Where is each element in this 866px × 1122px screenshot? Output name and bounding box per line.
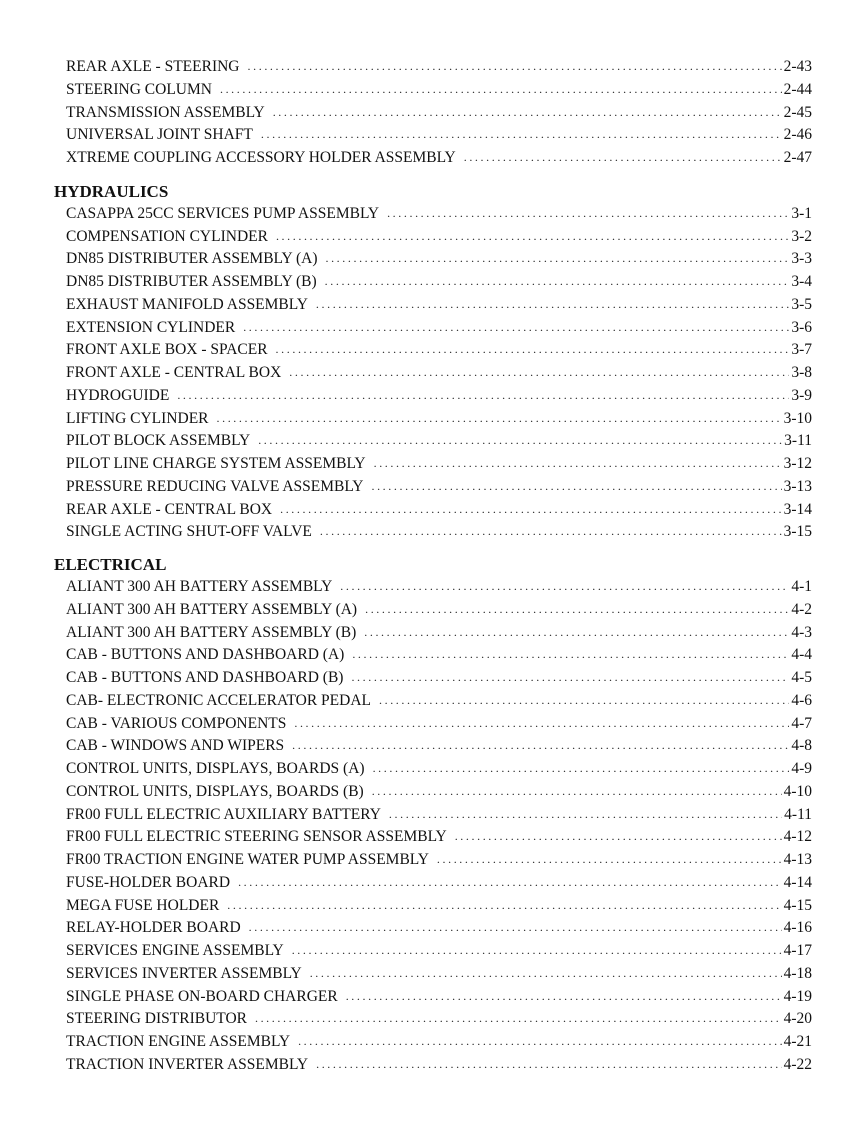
dot-leader xyxy=(464,146,782,169)
dot-leader xyxy=(352,643,789,666)
toc-entry[interactable] xyxy=(66,599,812,622)
toc-entry-title: REAR AXLE - CENTRAL BOX xyxy=(66,500,273,518)
toc-entry-title: CONTROL UNITS, DISPLAYS, BOARDS (B) xyxy=(66,782,364,800)
toc-entry-title: FR00 TRACTION ENGINE WATER PUMP ASSEMBLY xyxy=(66,851,429,868)
dot-leader xyxy=(177,384,789,407)
toc-entry-page: 4-15 xyxy=(783,896,812,914)
dot-leader xyxy=(346,985,782,1008)
dot-leader xyxy=(292,939,782,962)
toc-entry-page: 4-11 xyxy=(784,805,812,823)
toc-entry-page: 4-8 xyxy=(791,737,812,755)
dot-leader xyxy=(320,520,782,543)
toc-entry-title: TRACTION ENGINE ASSEMBLY xyxy=(66,1033,291,1050)
toc-section-continued xyxy=(0,56,866,170)
toc-entry-page: 3-9 xyxy=(791,386,812,404)
toc-entry-title: HYDROGUIDE xyxy=(66,386,170,404)
toc-entry-page: 3-6 xyxy=(791,318,812,336)
toc-entry[interactable] xyxy=(66,872,812,895)
toc-entry-title: EXHAUST MANIFOLD ASSEMBLY xyxy=(66,295,308,313)
table-of-contents xyxy=(0,56,866,1077)
toc-entry-title: RELAY-HOLDER BOARD xyxy=(66,919,241,937)
toc-entry-title: MEGA FUSE HOLDER xyxy=(66,896,220,914)
toc-entry[interactable] xyxy=(66,521,812,544)
dot-leader xyxy=(276,225,789,248)
toc-entry[interactable] xyxy=(66,644,812,667)
toc-entry[interactable] xyxy=(66,826,812,849)
toc-entry-page: 3-15 xyxy=(783,523,812,541)
toc-entry-title: FUSE-HOLDER BOARD xyxy=(66,873,231,891)
dot-leader xyxy=(364,621,789,644)
toc-entry[interactable] xyxy=(66,453,812,476)
toc-entry[interactable] xyxy=(66,713,812,736)
toc-entry-page: 4-12 xyxy=(783,828,812,846)
toc-entry[interactable] xyxy=(66,124,812,147)
toc-entry-title: ALIANT 300 AH BATTERY ASSEMBLY (B) xyxy=(66,623,357,641)
toc-entry-title: REAR AXLE - STEERING xyxy=(66,58,240,75)
toc-entry[interactable] xyxy=(66,317,812,340)
dot-leader xyxy=(292,734,789,757)
toc-entry-page: 3-11 xyxy=(784,432,812,450)
toc-entry-title: FR00 FULL ELECTRIC AUXILIARY BATTERY xyxy=(66,805,381,823)
dot-leader xyxy=(276,338,790,361)
toc-entry-page: 3-10 xyxy=(783,409,812,427)
toc-entry[interactable] xyxy=(66,622,812,645)
toc-entry-title: FR00 FULL ELECTRIC STEERING SENSOR ASSEMBLY xyxy=(66,828,447,846)
dot-leader xyxy=(248,55,782,78)
toc-entry-title: CAB - BUTTONS AND DASHBOARD (A) xyxy=(66,646,345,664)
toc-entry-page: 4-10 xyxy=(783,782,812,800)
toc-entry-page: 4-21 xyxy=(783,1033,812,1050)
dot-leader xyxy=(316,293,789,316)
toc-entry-page: 4-1 xyxy=(791,578,812,595)
toc-entry-page: 4-2 xyxy=(791,600,812,618)
toc-entry-page: 2-47 xyxy=(783,149,812,166)
toc-entry-page: 4-22 xyxy=(783,1055,812,1073)
toc-entry[interactable] xyxy=(66,781,812,804)
toc-entry-title: UNIVERSAL JOINT SHAFT xyxy=(66,126,253,144)
toc-entry[interactable] xyxy=(66,102,812,125)
toc-entry-page: 3-3 xyxy=(791,250,812,268)
toc-entry-page: 3-14 xyxy=(783,500,812,518)
toc-entry-title: ALIANT 300 AH BATTERY ASSEMBLY xyxy=(66,578,333,595)
dot-leader xyxy=(255,1007,782,1030)
toc-entry-page: 3-2 xyxy=(791,227,812,245)
toc-entry-title: TRACTION INVERTER ASSEMBLY xyxy=(66,1055,309,1073)
toc-entry-title: PILOT BLOCK ASSEMBLY xyxy=(66,432,251,450)
toc-entry-title: DN85 DISTRIBUTER ASSEMBLY (A) xyxy=(66,250,318,268)
toc-entry[interactable] xyxy=(66,917,812,940)
dot-leader xyxy=(316,1053,781,1076)
toc-entry[interactable] xyxy=(66,1054,812,1077)
toc-entry[interactable] xyxy=(66,690,812,713)
toc-entry[interactable] xyxy=(66,499,812,522)
section-heading: HYDRAULICS xyxy=(54,181,169,201)
toc-entry-page: 4-13 xyxy=(783,851,812,868)
toc-entry-title: CAB - WINDOWS AND WIPERS xyxy=(66,737,285,755)
dot-leader xyxy=(220,78,782,101)
dot-leader xyxy=(325,247,789,270)
dot-leader xyxy=(294,712,789,735)
toc-entry-page: 3-12 xyxy=(783,455,812,472)
dot-leader xyxy=(258,429,782,452)
toc-entry-page: 3-7 xyxy=(791,341,812,359)
toc-entry[interactable] xyxy=(66,849,812,872)
toc-entry[interactable] xyxy=(66,963,812,986)
toc-entry-title: CAB- ELECTRONIC ACCELERATOR PEDAL xyxy=(66,691,371,709)
toc-entry-page: 4-17 xyxy=(783,942,812,959)
toc-entry-page: 4-6 xyxy=(791,691,812,709)
toc-entry-page: 4-5 xyxy=(791,669,812,686)
toc-entry-page: 3-1 xyxy=(791,204,812,222)
dot-leader xyxy=(298,1030,782,1053)
dot-leader xyxy=(227,894,781,917)
toc-entry-page: 4-3 xyxy=(791,623,812,641)
toc-section-electrical xyxy=(0,554,866,1077)
toc-entry[interactable] xyxy=(66,804,812,827)
toc-entry-page: 4-4 xyxy=(791,646,812,664)
dot-leader xyxy=(280,498,781,521)
section-spacer xyxy=(0,170,866,181)
toc-entry-page: 4-14 xyxy=(783,873,812,891)
dot-leader xyxy=(455,825,782,848)
dot-leader xyxy=(365,598,789,621)
toc-entry[interactable] xyxy=(66,1031,812,1054)
toc-entry-title: SINGLE ACTING SHUT-OFF VALVE xyxy=(66,523,312,541)
toc-entry[interactable] xyxy=(66,147,812,170)
dot-leader xyxy=(374,452,782,475)
toc-entry[interactable] xyxy=(66,294,812,317)
toc-entry-title: SERVICES ENGINE ASSEMBLY xyxy=(66,942,284,959)
toc-entry-title: FRONT AXLE BOX - SPACER xyxy=(66,341,268,359)
toc-entry[interactable] xyxy=(66,408,812,431)
dot-leader xyxy=(373,757,790,780)
dot-leader xyxy=(437,848,782,871)
section-heading: ELECTRICAL xyxy=(54,555,167,574)
section-spacer xyxy=(0,544,866,554)
toc-entry-page: 2-43 xyxy=(783,58,812,75)
toc-entry-title: PRESSURE REDUCING VALVE ASSEMBLY xyxy=(66,477,364,495)
dot-leader xyxy=(351,666,789,689)
toc-entry-title: FRONT AXLE - CENTRAL BOX xyxy=(66,364,282,381)
toc-entry-page: 4-16 xyxy=(783,919,812,937)
toc-entry[interactable] xyxy=(66,735,812,758)
toc-entry[interactable] xyxy=(66,986,812,1009)
dot-leader xyxy=(261,123,782,146)
toc-entry[interactable] xyxy=(66,476,812,499)
dot-leader xyxy=(389,803,782,826)
toc-entry[interactable] xyxy=(66,895,812,918)
toc-entry[interactable] xyxy=(66,667,812,690)
toc-entry[interactable] xyxy=(66,758,812,781)
toc-entry[interactable] xyxy=(66,271,812,294)
dot-leader xyxy=(371,475,781,498)
toc-entry-title: XTREME COUPLING ACCESSORY HOLDER ASSEMBLY xyxy=(66,149,456,166)
toc-entry-title: CONTROL UNITS, DISPLAYS, BOARDS (A) xyxy=(66,760,365,777)
toc-entry-title: EXTENSION CYLINDER xyxy=(66,318,236,336)
toc-entry-page: 3-4 xyxy=(791,273,812,290)
toc-entry-title: COMPENSATION CYLINDER xyxy=(66,227,268,245)
toc-entry[interactable] xyxy=(66,1008,812,1031)
toc-entry[interactable] xyxy=(66,940,812,963)
toc-section-hydraulics xyxy=(0,181,866,544)
dot-leader xyxy=(238,871,782,894)
toc-entry-title: STEERING COLUMN xyxy=(66,80,212,98)
toc-entry-title: SINGLE PHASE ON-BOARD CHARGER xyxy=(66,987,338,1005)
toc-entry[interactable] xyxy=(66,385,812,408)
toc-entry[interactable] xyxy=(66,576,812,599)
toc-entry[interactable] xyxy=(66,362,812,385)
dot-leader xyxy=(273,101,782,124)
dot-leader xyxy=(387,202,789,225)
toc-entry-title: SERVICES INVERTER ASSEMBLY xyxy=(66,964,302,982)
toc-entry-title: LIFTING CYLINDER xyxy=(66,409,209,427)
toc-entry-page: 4-7 xyxy=(791,714,812,732)
toc-entry-title: CASAPPA 25CC SERVICES PUMP ASSEMBLY xyxy=(66,204,380,222)
toc-entry[interactable] xyxy=(66,226,812,249)
toc-entry[interactable] xyxy=(66,339,812,362)
toc-entry-page: 3-8 xyxy=(791,364,812,381)
toc-entry-page: 2-44 xyxy=(783,80,812,98)
dot-leader xyxy=(217,407,782,430)
dot-leader xyxy=(379,689,789,712)
toc-entry-page: 4-9 xyxy=(791,760,812,777)
toc-entry[interactable] xyxy=(66,203,812,226)
toc-entry[interactable] xyxy=(66,56,812,79)
toc-entry[interactable] xyxy=(66,79,812,102)
toc-entry-title: PILOT LINE CHARGE SYSTEM ASSEMBLY xyxy=(66,455,366,472)
toc-entry-page: 4-20 xyxy=(783,1010,812,1028)
toc-entry-page: 3-5 xyxy=(791,295,812,313)
dot-leader xyxy=(289,361,789,384)
toc-entry-title: CAB - VARIOUS COMPONENTS xyxy=(66,714,287,732)
toc-entry-page: 4-19 xyxy=(783,987,812,1005)
toc-entry-page: 3-13 xyxy=(783,477,812,495)
dot-leader xyxy=(325,270,790,293)
dot-leader xyxy=(310,962,782,985)
toc-entry-title: ALIANT 300 AH BATTERY ASSEMBLY (A) xyxy=(66,600,358,618)
toc-entry-title: DN85 DISTRIBUTER ASSEMBLY (B) xyxy=(66,273,317,290)
dot-leader xyxy=(249,916,782,939)
dot-leader xyxy=(243,316,789,339)
dot-leader xyxy=(372,780,782,803)
toc-entry-page: 4-18 xyxy=(783,964,812,982)
dot-leader xyxy=(340,575,789,598)
toc-entry[interactable] xyxy=(66,248,812,271)
toc-entry-page: 2-46 xyxy=(783,126,812,144)
toc-entry-page: 2-45 xyxy=(783,103,812,121)
toc-entry-title: TRANSMISSION ASSEMBLY xyxy=(66,103,265,121)
toc-entry-title: CAB - BUTTONS AND DASHBOARD (B) xyxy=(66,669,344,686)
toc-entry-title: STEERING DISTRIBUTOR xyxy=(66,1010,247,1028)
toc-entry[interactable] xyxy=(66,430,812,453)
